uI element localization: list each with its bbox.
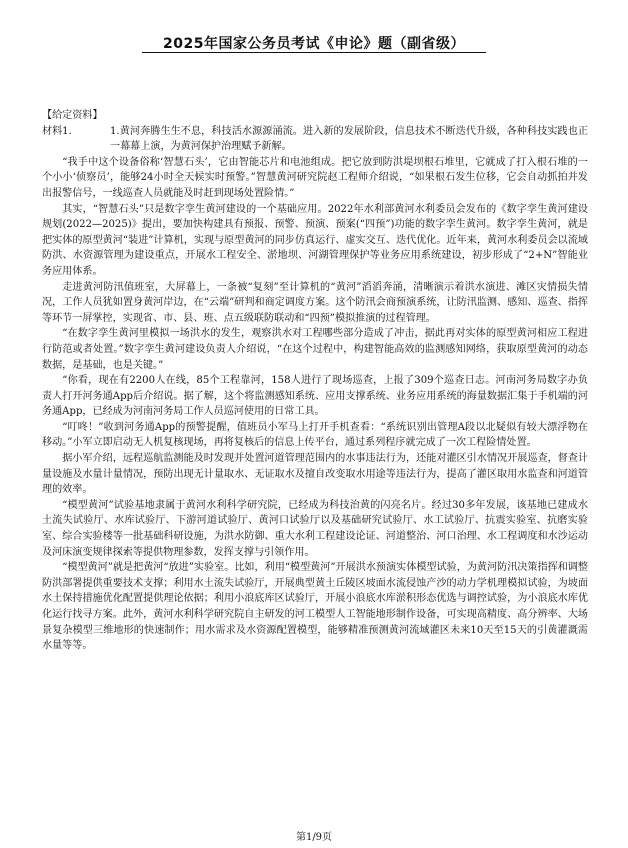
paragraph: “我手中这个设备俗称‘智慧石头’，它由智能芯片和电池组成。把它放到防洪堤坝根石堆里，它就成了打入根石堆的一个小小‘侦察员’，能够24小时全天候实时预警。”智慧黄河研究院赵工程师介绍说，“如果根石发生位移，它会自动抓拍并发出报警信号，一线巡查人员就能及时赶到现场处置险情。” (42, 156, 588, 199)
paragraph: 走进黄河防汛值班室，大屏幕上，一条被“复刻”至计算机的“黄河”滔滔奔涌，清晰演示着洪水演进、滩区灾情损失情况，工作人员犹如置身黄河岸边，在“云端”研判和商定调度方案。这个防汛会商预演系统，让防汛监测、感知、巡查、指挥等环节一屏掌控，实现省、市、县、班、点五级联防联动和“四预”模拟推演的过程管理。 (42, 281, 588, 324)
document-body (42, 108, 588, 654)
document-title: 2025年国家公务员考试《申论》题（副省级） (163, 36, 465, 52)
title-underline (142, 52, 486, 53)
paragraph: “在数字孪生黄河里模拟一场洪水的发生，观察洪水对工程哪些部分造成了冲击，据此再对实体的原型黄河相应工程进行防范或者处置。”数字孪生黄河建设负责人介绍说，“在这个过程中，构建智能高效的监测感知网络，获取原型黄河的动态数据，是基础，也是关键。” (42, 328, 588, 371)
paragraph: 1.黄河奔腾生生不息，科技活水源源涌流。进入新的发展阶段，信息技术不断迭代升级，各种科技实践也正一幕幕上演，为黄河保护治理赋予新解。 (110, 125, 588, 153)
paragraph: 其实，“智慧石头”只是数字孪生黄河建设的一个基础应用。2022年水利部黄河水利委员会发布的《数字孪生黄河建设规划(2022—2025)》提出，要加快构建具有预报、预警、预演、预案(“四预”)功能的数字孪生黄河。数字孪生黄河，就是把实体的原型黄河“装进”计算机，实现与原型黄河的同步仿真运行、虚实交互、迭代优化。近年来，黄河水利委员会以流域防洪、水资源管理为建设重点，开展水工程安全、淤地坝、河湖管理保护等业务应用系统建设，初步形成了“2+N”智能业务应用体系。 (42, 203, 588, 277)
material-heading (42, 124, 588, 155)
paragraph: “叮咚！”收到河务通App的预警提醒，值班员小军马上打开手机查看：“系统识别出管理A段以北疑似有较大漂浮物在移动。”小军立即启动无人机复核现场，再将复核后的信息上传平台，通过系列程序就完成了一次工程险情处置。 (42, 421, 588, 449)
paragraph: 据小军介绍，远程巡航监测能及时发现并处置河道管理范围内的水事违法行为，还能对灌区引水情况开展巡查，督查计量设施及水量计量情况，预防出现无计量取水、无证取水及擅自改变取水用途等违法行为，提高了灌区取用水监查和河道管理的效率。 (42, 453, 588, 496)
page-number: 第1/9页 (295, 832, 333, 843)
paragraph: “模型黄河”试验基地隶属于黄河水利科学研究院，已经成为科技治黄的闪亮名片。经过30多年发展，该基地已建成水土流失试验厅、水库试验厅、下游河道试验厅、黄河口试验厅以及基础研究试验厅、水工试验厅、抗震实验室、抗磨实验室、综合实验楼等一批基础科研设施，为洪水防御、重大水利工程建设论证、河道整治、河口治理、水工程调度和水沙运动及河床演变规律探索等提供物理参数，发挥支撑与引领作用。 (42, 499, 588, 558)
paragraph: “模型黄河”就是把黄河“放进”实验室。比如，利用“模型黄河”开展洪水预演实体模型试验，为黄河防汛决策指挥和调整防洪部署提供重要技术支撑；利用水土流失试验厅，开展典型黄土丘陵区坡面水流侵蚀产沙的动力学机理模拟试验，为坡面水土保持措施优化配置提供理论依据；利用小浪底库区试验厅，开展小浪底水库淤积形态优选与调控试验，为小浪底水库优化运行找寻方案。此外，黄河水利科学研究院自主研发的河工模型人工智能地形制作设备，可实现高精度、高分辨率、大场景复杂模型三维地形的快速制作；用水需求及水资源配置模型，能够精准预测黄河流域灌区未来10天至15天的引黄灌溉需水量等等。 (42, 562, 588, 652)
paragraph: “你看，现在有2200人在线，85个工程靠河，158人进行了现场巡查，上报了309个巡查日志。河南河务局数字办负责人打开河务通App后介绍说。据了解，这个将监测感知系统、应用支撑系统、业务应用系统的海量数据汇集于手机端的河务通App，已经成为河南河务局工作人员巡河使用的日常工具。 (42, 375, 588, 418)
section-label: 【给定资料】 (42, 110, 103, 121)
material-label: 材料1. (42, 125, 72, 137)
